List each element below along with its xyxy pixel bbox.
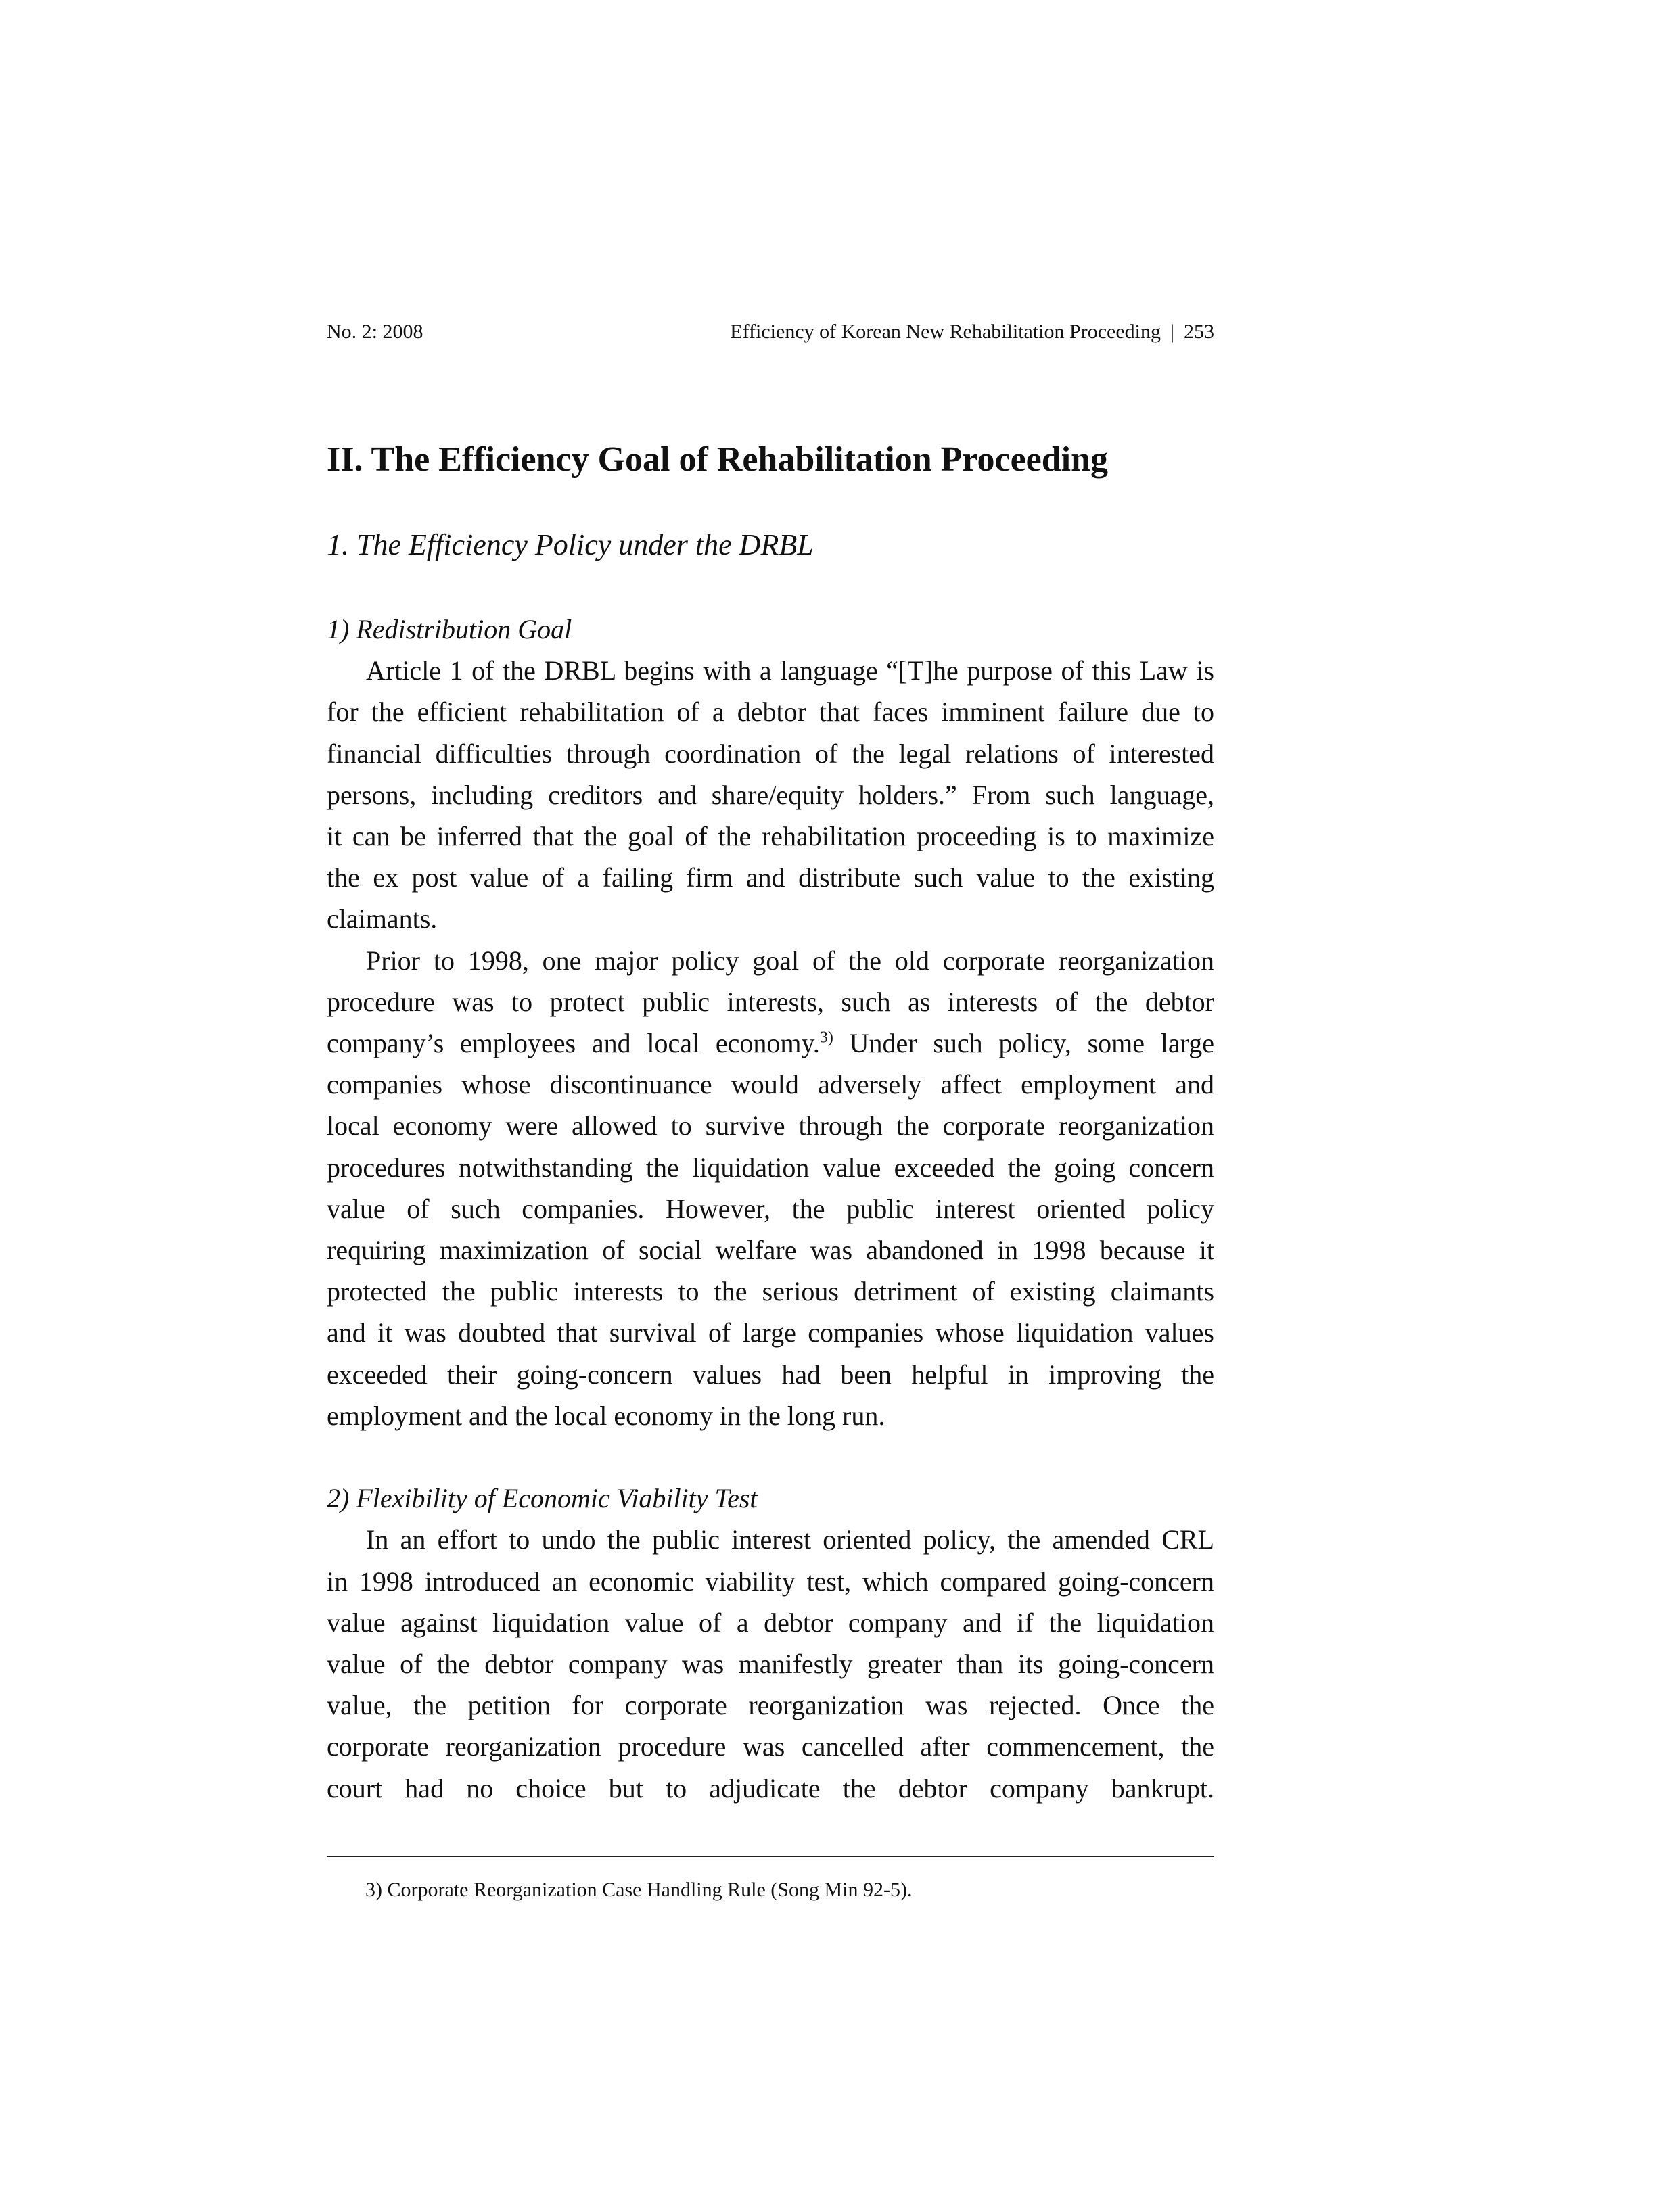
part-heading: 2) Flexibility of Economic Viability Test bbox=[327, 1483, 758, 1514]
text-line: value of such companies. However, the public interest oriented policy bbox=[327, 1193, 1214, 1224]
footnote-divider bbox=[327, 1856, 1214, 1857]
text-line: the ex post value of a failing firm and distribute such value to the existing bbox=[327, 862, 1214, 893]
text-line: companies whose discontinuance would adversely affect employment and bbox=[327, 1069, 1214, 1100]
text-line: Prior to 1998, one major policy goal of the old corporate reorganization bbox=[366, 945, 1214, 976]
journal-issue: No. 2: 2008 bbox=[327, 321, 423, 343]
text-line: in 1998 introduced an economic viability test, which compared going-concern bbox=[327, 1566, 1214, 1597]
section-title: II. The Efficiency Goal of Rehabilitation Proceeding bbox=[327, 440, 1109, 479]
body-text bbox=[327, 609, 1214, 1809]
text-line: local economy were allowed to survive through the corporate reorganization bbox=[327, 1110, 1214, 1142]
paragraph bbox=[327, 940, 1214, 1436]
text-line: claimants. bbox=[327, 903, 438, 935]
text-line: it can be inferred that the goal of the rehabilitation proceeding is to maximize bbox=[327, 821, 1214, 852]
header-separator: | bbox=[1170, 321, 1174, 343]
text-line: employment and the local economy in the long run. bbox=[327, 1400, 885, 1431]
text-line: court had no choice but to adjudicate the debtor company bankrupt. bbox=[327, 1772, 1214, 1804]
text-segment: Under such policy, some large bbox=[833, 1028, 1214, 1059]
spacer bbox=[327, 1436, 1214, 1478]
text-line: requiring maximization of social welfare was abandoned in 1998 because it bbox=[327, 1235, 1214, 1266]
running-header bbox=[327, 321, 1214, 344]
text-line: protected the public interests to the serious detriment of existing claimants bbox=[327, 1276, 1214, 1307]
text-line: financial difficulties through coordination of the legal relations of interested bbox=[327, 738, 1214, 769]
subsection-title: 1. The Efficiency Policy under the DRBL bbox=[327, 528, 814, 561]
paragraph bbox=[327, 1519, 1214, 1808]
text-line: value, the petition for corporate reorganization was rejected. Once the bbox=[327, 1690, 1214, 1721]
text-line: value against liquidation value of a debtor company and if the liquidation bbox=[327, 1607, 1214, 1638]
text-line: for the efficient rehabilitation of a debtor that faces imminent failure due to bbox=[327, 697, 1214, 728]
text-line-with-footnote bbox=[327, 1022, 1214, 1064]
paragraph bbox=[327, 650, 1214, 939]
text-line: corporate reorganization procedure was cancelled after commencement, the bbox=[327, 1731, 1214, 1762]
text-line: exceeded their going-concern values had been helpful in improving the bbox=[327, 1359, 1214, 1390]
header-right bbox=[730, 321, 1214, 344]
text-line: procedures notwithstanding the liquidation value exceeded the going concern bbox=[327, 1152, 1214, 1183]
text-line: In an effort to undo the public interest oriented policy, the amended CRL bbox=[366, 1524, 1214, 1555]
text-line: Article 1 of the DRBL begins with a language “[T]he purpose of this Law is bbox=[366, 655, 1214, 686]
page-number: 253 bbox=[1184, 321, 1214, 343]
text-line: and it was doubted that survival of large companies whose liquidation values bbox=[327, 1317, 1214, 1348]
part-heading: 1) Redistribution Goal bbox=[327, 614, 572, 644]
text-line: value of the debtor company was manifestly greater than its going-concern bbox=[327, 1649, 1214, 1680]
text-line: procedure was to protect public interests, such as interests of the debtor bbox=[327, 986, 1214, 1017]
footnote: 3) Corporate Reorganization Case Handling Rule (Song Min 92-5). bbox=[365, 1879, 913, 1901]
text-segment: company’s employees and local economy. bbox=[327, 1028, 820, 1059]
text-line: persons, including creditors and share/equity holders.” From such language, bbox=[327, 779, 1214, 810]
article-title: Efficiency of Korean New Rehabilitation Proceeding bbox=[730, 321, 1161, 343]
footnote-reference[interactable]: 3) bbox=[819, 1029, 833, 1047]
